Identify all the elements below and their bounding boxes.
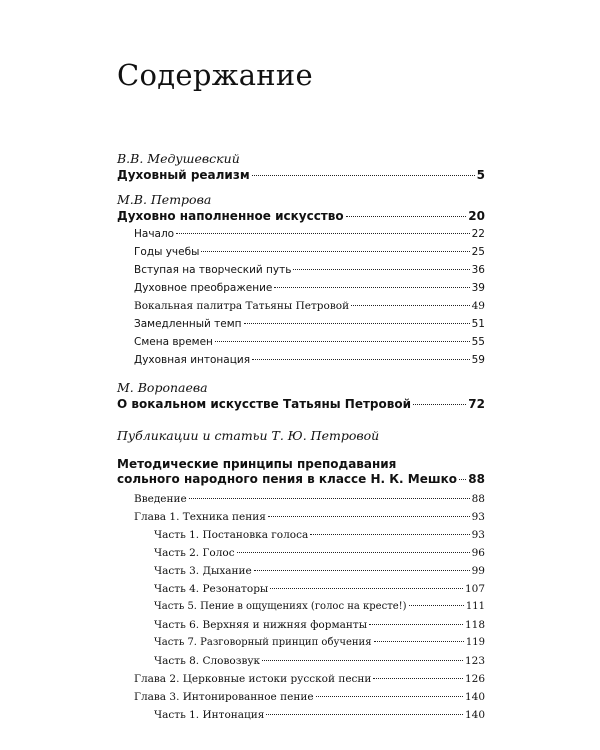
toc-entry-page: 88	[471, 493, 485, 505]
toc-subentry[interactable]	[134, 300, 485, 312]
dot-leader	[351, 305, 470, 306]
toc-entry-page: 88	[468, 472, 485, 486]
toc-entry-label: Часть 3. Дыхание	[154, 565, 252, 577]
toc-subentry[interactable]	[154, 709, 485, 721]
toc-entry-label: Вокальная палитра Татьяны Петровой	[134, 300, 350, 312]
toc-entry-label: Часть 7. Разговорный принцип обучения	[154, 637, 372, 648]
dot-leader	[374, 641, 464, 642]
toc-entry-dukhovno-napolnennoe[interactable]	[117, 209, 485, 223]
toc-subentry[interactable]	[134, 511, 485, 523]
toc-subentry[interactable]	[134, 318, 485, 330]
dot-leader	[176, 233, 470, 234]
dot-leader	[252, 359, 470, 360]
toc-entry-label: Смена времен	[134, 336, 213, 348]
toc-entry-label: Введение	[134, 493, 187, 505]
toc-entry-label: Часть 1. Интонация	[154, 709, 265, 721]
toc-entry-o-vokalnom[interactable]	[117, 397, 485, 411]
toc-subentry[interactable]	[134, 336, 485, 348]
toc-entry-label: Духовный реализм	[117, 168, 250, 182]
toc-entry-label: Часть 1. Постановка голоса	[154, 529, 309, 541]
dot-leader	[413, 404, 466, 405]
dot-leader	[252, 175, 475, 176]
toc-entry-page: 119	[465, 637, 485, 648]
toc-entry-label: Духовная интонация	[134, 354, 251, 366]
toc-entry-page: 93	[471, 529, 485, 541]
toc-entry-page: 49	[471, 300, 485, 312]
author-medushevsky: В.В. Медушевский	[117, 151, 240, 166]
dot-leader	[237, 552, 470, 553]
toc-entry-page: 118	[464, 619, 485, 631]
toc-subentry[interactable]	[154, 601, 485, 612]
toc-entry-label: Часть 2. Голос	[154, 547, 235, 559]
toc-entry-dukhovny-realizm[interactable]	[117, 168, 485, 182]
dot-leader	[262, 660, 463, 661]
dot-leader	[310, 534, 469, 535]
toc-entry-page: 99	[471, 565, 485, 577]
dot-leader	[293, 269, 469, 270]
toc-subentry[interactable]	[134, 691, 485, 703]
toc-subentry[interactable]	[154, 655, 485, 667]
toc-subentry[interactable]	[134, 264, 485, 276]
dot-leader	[346, 216, 467, 217]
toc-entry-page: 140	[464, 709, 485, 721]
section-heading-publikatsii: Публикации и статьи Т. Ю. Петровой	[117, 428, 380, 443]
dot-leader	[459, 479, 466, 480]
toc-subentry[interactable]	[154, 529, 485, 541]
toc-entry-page: 22	[471, 228, 485, 240]
toc-subentry[interactable]	[154, 547, 485, 559]
dot-leader	[270, 588, 463, 589]
toc-subentry[interactable]	[134, 246, 485, 258]
toc-entry-label-line1: Методические принципы преподавания	[117, 457, 397, 471]
toc-entry-page: 107	[464, 583, 485, 595]
toc-entry-label: Вступая на творческий путь	[134, 264, 292, 276]
toc-entry-label: Глава 1. Техника пения	[134, 511, 266, 523]
toc-entry-metodicheskie[interactable]	[117, 457, 485, 487]
toc-entry-label: Духовно наполненное искусство	[117, 209, 344, 223]
toc-entry-page: 126	[464, 673, 485, 685]
toc-entry-label: Глава 2. Церковные истоки русской песни	[134, 673, 372, 685]
dot-leader	[254, 570, 470, 571]
dot-leader	[201, 251, 469, 252]
toc-subentry[interactable]	[154, 583, 485, 595]
toc-subentry[interactable]	[154, 619, 485, 631]
toc-entry-label: Часть 6. Верхняя и нижняя форманты	[154, 619, 368, 631]
toc-entry-page: 36	[471, 264, 485, 276]
toc-entry-label: Духовное преображение	[134, 282, 273, 294]
toc-entry-label-line2: сольного народного пения в классе Н. К. Мешко	[117, 472, 457, 486]
toc-entry-page: 123	[464, 655, 485, 667]
toc-entry-label: Часть 4. Резонаторы	[154, 583, 269, 595]
toc-subentry[interactable]	[154, 637, 485, 648]
toc-entry-label: Начало	[134, 228, 175, 240]
toc-entry-label: Часть 8. Словозвук	[154, 655, 261, 667]
toc-entry-page: 93	[471, 511, 485, 523]
toc-entry-page: 55	[471, 336, 485, 348]
toc-entry-page: 5	[476, 168, 485, 182]
dot-leader	[244, 323, 470, 324]
dot-leader	[373, 678, 463, 679]
author-voropaeva: М. Воропаева	[117, 380, 208, 395]
dot-leader	[189, 498, 470, 499]
toc-entry-label: Глава 3. Интонированное пение	[134, 691, 314, 703]
dot-leader	[215, 341, 470, 342]
page-title: Содержание	[117, 58, 314, 92]
dot-leader	[316, 696, 463, 697]
dot-leader	[369, 624, 463, 625]
toc-entry-label: Часть 5. Пение в ощущениях (голос на кресте!)	[154, 601, 407, 612]
dot-leader	[274, 287, 469, 288]
dot-leader	[409, 605, 464, 606]
toc-entry-page: 72	[468, 397, 485, 411]
toc-subentry[interactable]	[134, 493, 485, 505]
toc-entry-label: Замедленный темп	[134, 318, 242, 330]
toc-entry-page: 20	[468, 209, 485, 223]
toc-subentry[interactable]	[134, 228, 485, 240]
toc-entry-page: 140	[464, 691, 485, 703]
toc-entry-line2	[117, 472, 485, 487]
dot-leader	[266, 714, 463, 715]
toc-entry-label: О вокальном искусстве Татьяны Петровой	[117, 397, 412, 411]
toc-entry-page: 111	[465, 601, 485, 612]
toc-entry-page: 59	[471, 354, 485, 366]
toc-subentry[interactable]	[134, 282, 485, 294]
dot-leader	[268, 516, 470, 517]
author-petrova: М.В. Петрова	[117, 192, 212, 207]
toc-entry-label: Годы учебы	[134, 246, 200, 258]
toc-entry-page: 25	[471, 246, 485, 258]
toc-entry-page: 51	[471, 318, 485, 330]
toc-subentry[interactable]	[134, 673, 485, 685]
toc-entry-page: 39	[471, 282, 485, 294]
toc-subentry[interactable]	[134, 354, 485, 366]
toc-subentry[interactable]	[154, 565, 485, 577]
toc-entry-page: 96	[471, 547, 485, 559]
